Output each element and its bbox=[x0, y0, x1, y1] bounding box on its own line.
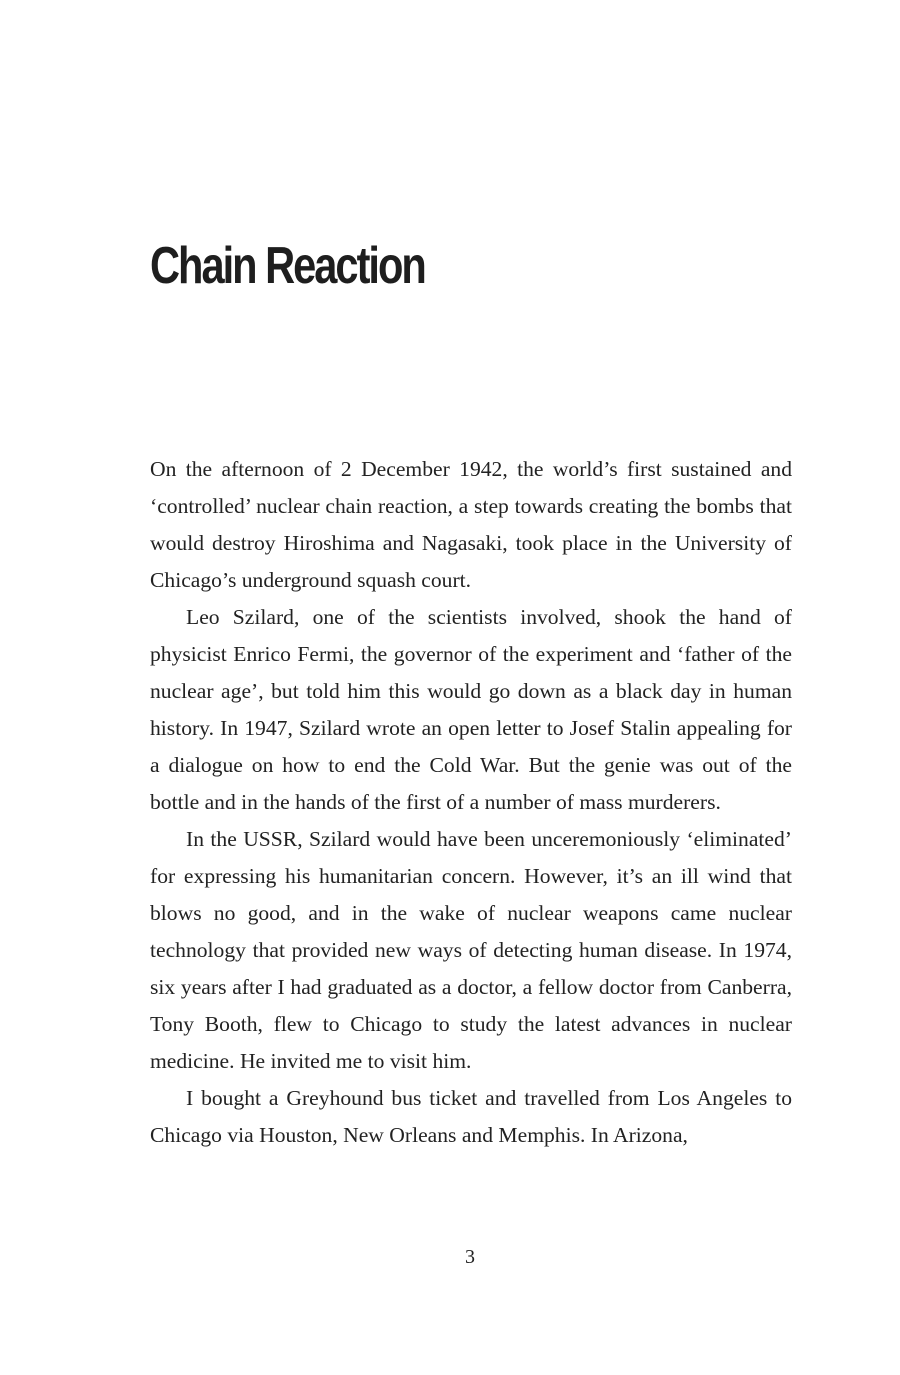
chapter-body bbox=[150, 451, 792, 1154]
paragraph-4: I bought a Greyhound bus ticket and travelled from Los Angeles to Chicago via Houston, New Orleans and Memphis. In Arizona, bbox=[150, 1086, 792, 1147]
paragraph-2: Leo Szilard, one of the scientists involved, shook the hand of physicist Enrico Fermi, the governor of the experiment and ‘father of the nuclear age’, but told him this would go down as a black day in human history. In 1947, Szilard wrote an open letter to Josef Stalin appealing for a dialogue on how to end the Cold War. But the genie was out of the bottle and in the hands of the first of a number of mass murderers. bbox=[150, 605, 792, 814]
chapter-title: Chain Reaction bbox=[150, 237, 425, 295]
paragraph-3: In the USSR, Szilard would have been unceremoniously ‘eliminated’ for expressing his humanitarian concern. However, it’s an ill wind that blows no good, and in the wake of nuclear weapons came nuclear technology that provided new ways of detecting human disease. In 1974, six years after I had graduated as a doctor, a fellow doctor from Canberra, Tony Booth, flew to Chicago to study the latest advances in nuclear medicine. He invited me to visit him. bbox=[150, 827, 792, 1073]
paragraph-1: On the afternoon of 2 December 1942, the world’s first sustained and ‘controlled’ nuclear chain reaction, a step towards creating the bombs that would destroy Hiroshima and Nagasaki, took place in the University of Chicago’s underground squash court. bbox=[150, 457, 792, 592]
page-number: 3 bbox=[465, 1246, 475, 1268]
